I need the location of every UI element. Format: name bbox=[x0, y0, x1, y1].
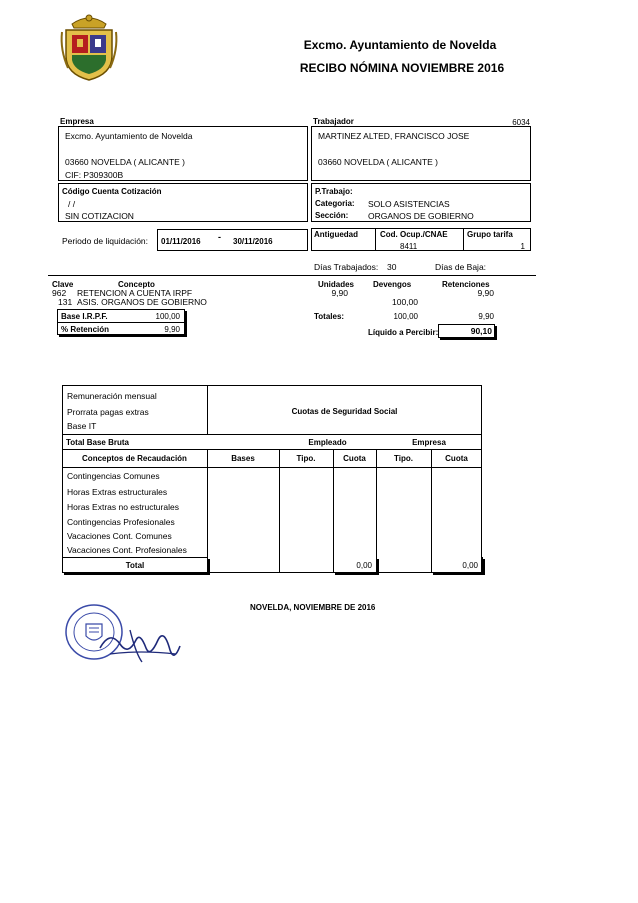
empresa-label: Empresa bbox=[60, 117, 94, 126]
concepto-item: Contingencias Comunes bbox=[67, 471, 160, 481]
ss-total-empleado: 0,00 bbox=[356, 561, 372, 570]
dias-trabajados-value: 30 bbox=[387, 262, 397, 272]
receipt-title: RECIBO NÓMINA NOVIEMBRE 2016 bbox=[299, 61, 505, 75]
concepto-item: Vacaciones Cont. Profesionales bbox=[67, 545, 187, 555]
categoria-value: SOLO ASISTENCIAS bbox=[368, 199, 450, 209]
col-unidades: Unidades bbox=[318, 280, 355, 289]
ss-total-label: Total bbox=[125, 561, 145, 570]
periodo-from: 01/11/2016 bbox=[161, 237, 201, 246]
row-clave: 962 bbox=[52, 288, 67, 298]
liquido-value: 90,10 bbox=[470, 326, 492, 336]
empresa-address: 03660 NOVELDA ( ALICANTE ) bbox=[65, 157, 185, 167]
ccc-value: / / bbox=[68, 199, 76, 209]
grupo-tarifa-label: Grupo tarifa bbox=[467, 230, 513, 239]
row-devengos: 100,00 bbox=[392, 297, 418, 307]
liquido-label: Líquido a Percibir: bbox=[368, 328, 439, 337]
periodo-label: Periodo de liquidación: bbox=[62, 236, 149, 246]
col-clave: Clave bbox=[52, 280, 74, 289]
irpf-ret-label: % Retención bbox=[61, 325, 110, 334]
ss-total-empresa: 0,00 bbox=[462, 561, 478, 570]
col-bases: Bases bbox=[231, 454, 255, 463]
col-retenciones: Retenciones bbox=[442, 280, 490, 289]
empresa-col-label: Empresa bbox=[412, 438, 446, 447]
categoria-label: Categoria: bbox=[315, 199, 355, 208]
cod-ocup-value: 8411 bbox=[400, 242, 418, 251]
empleado-label: Empleado bbox=[308, 438, 347, 447]
dias-trabajados-label: Días Trabajados: bbox=[314, 262, 379, 272]
dias-baja-label: Días de Baja: bbox=[435, 262, 487, 272]
coat-of-arms-logo bbox=[58, 10, 120, 82]
trabajador-address: 03660 NOVELDA ( ALICANTE ) bbox=[318, 157, 438, 167]
concepto-item: Vacaciones Cont. Comunes bbox=[67, 531, 172, 541]
cuotas-title: Cuotas de Seguridad Social bbox=[291, 407, 398, 416]
col-conceptos-recaudacion: Conceptos de Recaudación bbox=[82, 454, 187, 463]
periodo-separator: - bbox=[218, 232, 221, 242]
prorrata-label: Prorrata pagas extras bbox=[67, 407, 149, 417]
grupo-tarifa-value: 1 bbox=[520, 242, 525, 251]
place-date: NOVELDA, NOVIEMBRE DE 2016 bbox=[250, 603, 376, 612]
row-retenciones: 9,90 bbox=[477, 288, 494, 298]
trabajador-number: 6034 bbox=[512, 118, 530, 127]
signature-image bbox=[80, 610, 190, 670]
irpf-base-value: 100,00 bbox=[155, 312, 180, 321]
rem-mensual-label: Remuneración mensual bbox=[67, 391, 157, 401]
row-concepto: RETENCION A CUENTA IRPF bbox=[77, 288, 193, 298]
irpf-base-label: Base I.R.P.F. bbox=[61, 312, 108, 321]
total-base-bruta-label: Total Base Bruta bbox=[66, 438, 129, 447]
ccc-sub: SIN COTIZACION bbox=[65, 211, 134, 221]
col-devengos: Devengos bbox=[373, 280, 412, 289]
trabajador-name: MARTINEZ ALTED, FRANCISCO JOSE bbox=[318, 131, 470, 141]
col-tipo-empresa: Tipo. bbox=[394, 454, 413, 463]
concepto-item: Horas Extras no estructurales bbox=[67, 502, 179, 512]
concepto-item: Contingencias Profesionales bbox=[67, 517, 175, 527]
cod-ocup-label: Cod. Ocup./CNAE bbox=[380, 230, 448, 239]
base-it-label: Base IT bbox=[67, 421, 97, 431]
ccc-label: Código Cuenta Cotización bbox=[62, 187, 162, 196]
totales-label: Totales: bbox=[314, 312, 345, 321]
empresa-name: Excmo. Ayuntamiento de Novelda bbox=[65, 131, 193, 141]
totales-retenciones: 9,90 bbox=[478, 312, 494, 321]
antiguedad-label: Antiguedad bbox=[314, 230, 358, 239]
col-cuota-empresa: Cuota bbox=[445, 454, 468, 463]
org-title: Excmo. Ayuntamiento de Novelda bbox=[303, 38, 497, 52]
totales-devengos: 100,00 bbox=[393, 312, 418, 321]
col-tipo-empleado: Tipo. bbox=[296, 454, 316, 463]
periodo-to: 30/11/2016 bbox=[233, 237, 273, 246]
col-cuota-empleado: Cuota bbox=[343, 454, 366, 463]
trabajador-label: Trabajador bbox=[313, 117, 354, 126]
irpf-ret-value: 9,90 bbox=[164, 325, 180, 334]
row-unidades: 9,90 bbox=[331, 288, 348, 298]
seccion-value: ORGANOS DE GOBIERNO bbox=[368, 211, 474, 221]
table-row bbox=[52, 288, 498, 300]
col-concepto: Concepto bbox=[118, 280, 155, 289]
row-concepto: ASIS. ORGANOS DE GOBIERNO bbox=[77, 297, 207, 307]
concepto-item: Horas Extras estructurales bbox=[67, 487, 168, 497]
ptrabajo-label: P.Trabajo: bbox=[315, 187, 353, 196]
seccion-label: Sección: bbox=[315, 211, 349, 220]
row-clave: 131 bbox=[58, 297, 73, 307]
empresa-cif: CIF: P309300B bbox=[65, 170, 124, 180]
